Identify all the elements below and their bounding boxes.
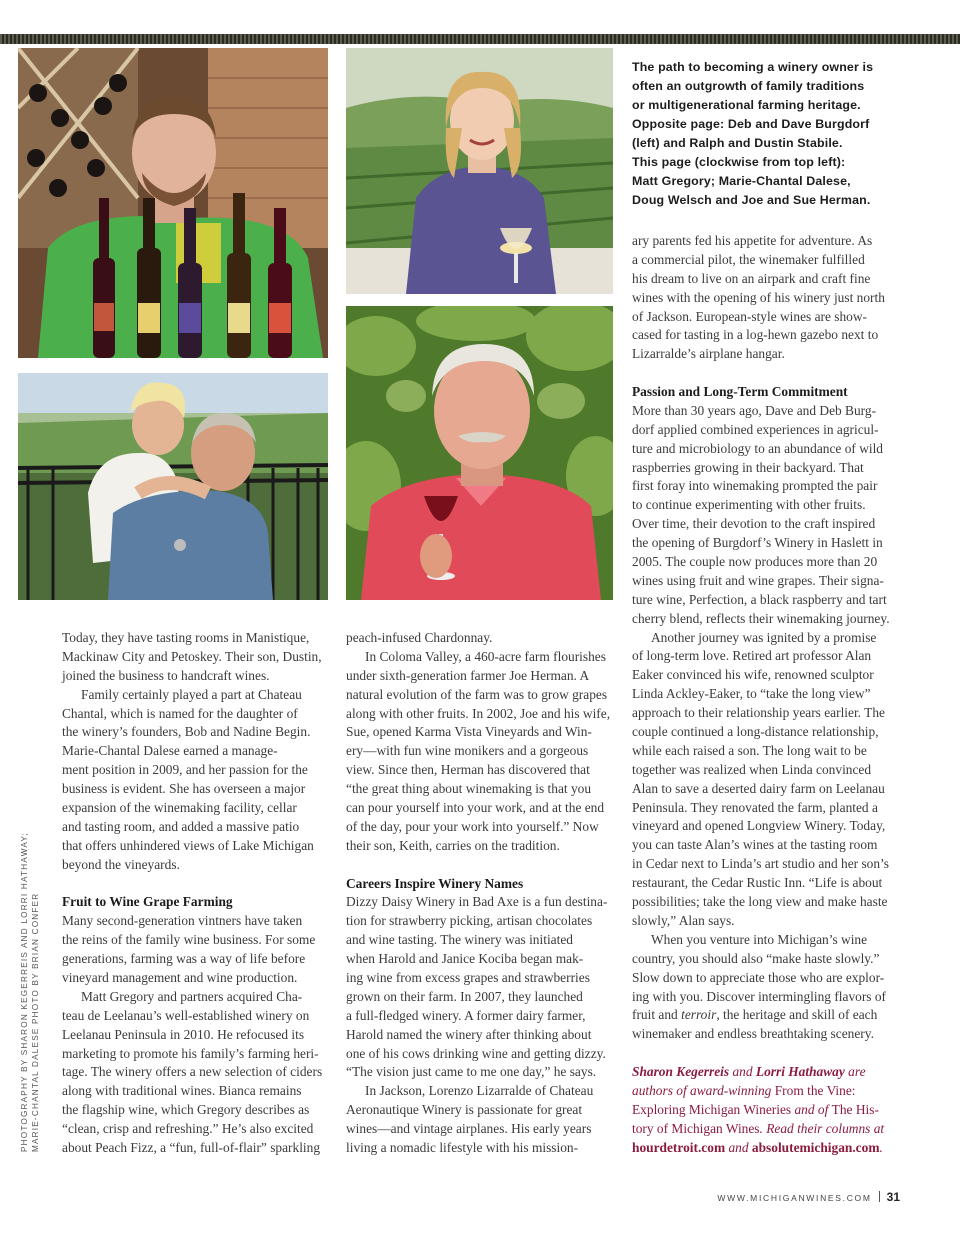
article-column-1 — [62, 629, 332, 1158]
text-run: . — [879, 1139, 883, 1155]
body-line: of long-term love. Retired art professor Alan — [632, 648, 872, 664]
body-line: “The vision just came to me one day,” he says. — [346, 1064, 597, 1080]
author-name: Sharon Kegerreis — [632, 1064, 730, 1080]
subheading-fruit-to-wine: Fruit to Wine Grape Farming — [62, 894, 233, 910]
text-run: fruit and — [632, 1007, 682, 1023]
body-line: More than 30 years ago, Dave and Deb Burg- — [632, 402, 877, 418]
caption-line: Opposite page: Deb and Dave Burgdorf — [632, 117, 870, 131]
text-run: and — [725, 1139, 752, 1155]
body-line: 2005. The couple now produces more than 20 — [632, 554, 878, 570]
body-line: country, you should also “make haste slowly.” — [632, 950, 880, 966]
body-line: wines using fruit and wine grapes. Their signa- — [632, 572, 884, 588]
body-line: you can taste Alan’s wines at the tasting room — [632, 837, 878, 853]
body-line: ment position in 2009, and her passion for the — [62, 762, 308, 778]
author-bio-line — [632, 1120, 907, 1139]
body-line: along with traditional wines. Bianca remains — [62, 1083, 302, 1099]
subheading-passion-commitment: Passion and Long-Term Commitment — [632, 384, 848, 399]
body-line: Dizzy Daisy Winery in Bad Axe is a fun destina- — [346, 894, 608, 910]
photo-marie-chantal-dalese-image — [346, 48, 613, 294]
body-line: vineyard and opened Longview Winery. Today, — [632, 818, 886, 834]
caption-line: Doug Welsch and Joe and Sue Herman. — [632, 193, 871, 207]
book-title: Exploring Michigan Wineries — [632, 1101, 792, 1117]
body-line: vineyard management and wine production. — [62, 970, 298, 986]
text-run: , the heritage and skill of each — [716, 1007, 878, 1023]
body-line: wines—and vintage airplanes. His early years — [346, 1121, 592, 1137]
footer-divider — [879, 1191, 880, 1202]
footer-url: WWW.MICHIGANWINES.COM — [717, 1193, 872, 1203]
body-line: In Jackson, Lorenzo Lizarralde of Chateau — [365, 1083, 594, 1099]
body-line — [632, 1006, 907, 1025]
body-line: ery—with fun wine monikers and a gorgeous — [346, 743, 589, 759]
text-run: are — [844, 1064, 866, 1080]
website-link[interactable]: hourdetroit.com — [632, 1139, 726, 1155]
paragraph-gap — [632, 1044, 907, 1063]
body-line: a commercial pilot, the winemaker fulfilled — [632, 251, 865, 267]
body-line: tion for strawberry picking, artisan chocolates — [346, 913, 593, 929]
body-line: Chantal, which is named for the daughter of — [62, 705, 298, 721]
body-line: Eaker convinced his wife, renowned sculptor — [632, 667, 874, 683]
body-line: cased for tasting in a log-hewn gazebo next to — [632, 327, 879, 343]
body-line: marketing to promote his family’s farming heri- — [62, 1045, 319, 1061]
top-decorative-border — [0, 34, 960, 44]
body-line: Marie-Chantal Dalese earned a manage- — [62, 743, 278, 759]
body-line: of the day, pour your work into yourself.” Now — [346, 818, 599, 834]
paragraph-gap — [62, 875, 332, 894]
body-line: his dream to live on an airpark and craft fine — [632, 270, 871, 286]
photo-joe-and-sue-herman — [18, 373, 328, 600]
body-line: that offers unhindered views of Lake Michigan — [62, 837, 314, 853]
book-title: The His- — [831, 1101, 879, 1117]
text-run: and of — [791, 1101, 832, 1117]
body-line: generations, farming was a way of life before — [62, 951, 306, 967]
body-line: under sixth-generation farmer Joe Herman. A — [346, 667, 590, 683]
body-line: Lizarralde’s airplane hangar. — [632, 346, 785, 362]
page-footer — [700, 1188, 900, 1206]
body-line: grown on their farm. In 2007, they launched — [346, 988, 583, 1004]
credit-line: MARIE-CHANTAL DALESE PHOTO BY BRIAN CONFER — [30, 892, 40, 1152]
body-line: restaurant, the Cedar Rustic Inn. “Life is about — [632, 875, 883, 891]
body-line: ary parents fed his appetite for adventure. As — [632, 233, 873, 248]
article-column-3-top — [632, 232, 907, 364]
body-line: expansion of the winemaking facility, cellar — [62, 800, 297, 816]
body-line: approach to their relationship years earlier. The — [632, 705, 885, 721]
article-column-3 — [632, 383, 907, 1158]
author-bio-line — [632, 1139, 907, 1158]
body-line: natural evolution of the farm was to grow grapes — [346, 686, 608, 702]
photo-doug-welsch — [346, 306, 613, 600]
caption-line: often an outgrowth of family traditions — [632, 79, 865, 93]
body-line: Alan to save a deserted dairy farm on Leelanau — [632, 780, 885, 796]
body-line: Many second-generation vintners have taken — [62, 913, 303, 929]
article-column-2 — [346, 629, 618, 1158]
text-run: . Read their columns at — [759, 1120, 885, 1136]
body-line: ture wine, Perfection, a black raspberry and tart — [632, 591, 887, 607]
body-line: Harold named the winery after thinking about — [346, 1026, 592, 1042]
author-bio-line — [632, 1082, 907, 1101]
body-line: In Coloma Valley, a 460-acre farm flourishes — [365, 648, 606, 664]
italic-terroir: terroir — [681, 1007, 717, 1023]
body-line: Slow down to appreciate those who are explor- — [632, 969, 885, 985]
body-line: in Cedar next to Linda’s art studio and her son’s — [632, 856, 889, 872]
caption-line: or multigenerational farming heritage. — [632, 98, 861, 112]
body-line: and wine tasting. The winery was initiated — [346, 932, 573, 948]
body-line: the opening of Burgdorf’s Winery in Haslett in — [632, 535, 883, 551]
body-line: first foray into winemaking prompted the pair — [632, 478, 878, 494]
body-line: the winery’s founders, Bob and Nadine Begin. — [62, 724, 311, 740]
body-line: Linda Ackley-Eaker, to “take the long view” — [632, 686, 871, 702]
body-line: while each raised a son. The long wait to be — [632, 742, 867, 758]
photo-matt-gregory — [18, 48, 328, 358]
body-line: the flagship wine, which Gregory describes as — [62, 1102, 310, 1118]
text-run: authors of award-winning — [632, 1082, 775, 1098]
website-link[interactable]: absolutemichigan.com — [751, 1139, 880, 1155]
body-line: slowly,” Alan says. — [632, 912, 735, 928]
body-line: peach-infused Chardonnay. — [346, 630, 493, 645]
body-line: ing with you. Discover intermingling flavors of — [632, 988, 887, 1004]
body-line: Matt Gregory and partners acquired Cha- — [81, 988, 303, 1004]
paragraph-gap — [346, 856, 618, 875]
caption-line: (left) and Ralph and Dustin Stabile. — [632, 136, 843, 150]
body-line: couple continued a long-distance relationship, — [632, 724, 879, 740]
photo-matt-gregory-image — [18, 48, 328, 358]
photo-joe-and-sue-herman-image — [18, 373, 328, 600]
photo-credit — [20, 832, 41, 1152]
body-line: living a nomadic lifestyle with his mission- — [346, 1140, 579, 1156]
body-line: their son, Keith, carries on the tradition. — [346, 837, 560, 853]
body-line: Family certainly played a part at Chateau — [81, 686, 302, 702]
body-line: view. Since then, Herman has discovered that — [346, 762, 590, 778]
body-line: winemaker and endless breathtaking scenery. — [632, 1026, 874, 1042]
author-name: Lorri Hathaway — [755, 1064, 845, 1080]
body-line: Sue, opened Karma Vista Vineyards and Win- — [346, 724, 592, 740]
body-line: can pour yourself into your work, and at the end — [346, 800, 605, 816]
subheading-careers-inspire: Careers Inspire Winery Names — [346, 875, 524, 891]
caption-line: Matt Gregory; Marie-Chantal Dalese, — [632, 174, 851, 188]
body-line: ing wine from excess grapes and strawberries — [346, 970, 590, 986]
photo-doug-welsch-image — [346, 306, 613, 600]
body-line: along with other fruits. In 2002, Joe and his wife, — [346, 705, 611, 721]
photo-marie-chantal-dalese — [346, 48, 613, 294]
body-line: cherry blend, reflects their winemaking journey. — [632, 610, 890, 626]
body-line: together was realized when Linda convinced — [632, 761, 872, 777]
body-line: business is evident. She has overseen a major — [62, 781, 306, 797]
photo-caption — [632, 58, 932, 210]
body-line: Over time, their devotion to the craft inspired — [632, 516, 876, 532]
body-line: When you venture into Michigan’s wine — [651, 931, 868, 947]
body-line: Leelanau Peninsula in 2010. He refocused its — [62, 1026, 305, 1042]
book-title: From the Vine: — [774, 1082, 856, 1098]
body-line: Aeronautique Winery is passionate for great — [346, 1102, 583, 1118]
caption-line: This page (clockwise from top left): — [632, 155, 846, 169]
body-line: Mackinaw City and Petoskey. Their son, Dustin, — [62, 648, 322, 664]
body-line: wines with the opening of his winery just north — [632, 289, 885, 305]
body-line: raspberries growing in their backyard. That — [632, 459, 864, 475]
body-line: of Jackson. European-style wines are show- — [632, 308, 868, 324]
body-line: when Harold and Janice Kociba began mak- — [346, 951, 584, 967]
body-line: Another journey was ignited by a promise — [651, 629, 877, 645]
body-line: “clean, crisp and refreshing.” He’s also excited — [62, 1121, 314, 1137]
caption-line: The path to becoming a winery owner is — [632, 60, 874, 74]
body-line: about Peach Fizz, a “fun, full-of-flair” sparkling — [62, 1140, 321, 1156]
body-line: “the great thing about winemaking is that you — [346, 781, 592, 797]
body-line: teau de Leelanau’s well-established winery on — [62, 1007, 310, 1023]
body-line: possibilities; take the long view and make haste — [632, 894, 888, 910]
author-bio-line — [632, 1101, 907, 1120]
body-line: beyond the vineyards. — [62, 856, 180, 872]
book-title: tory of Michigan Wines — [632, 1120, 760, 1136]
text-run: and — [729, 1064, 756, 1080]
body-line: a full-fledged winery. A former dairy farmer, — [346, 1007, 586, 1023]
body-line: and tasting room, and added a massive patio — [62, 818, 300, 834]
body-line: tage. The winery offers a new selection of ciders — [62, 1064, 323, 1080]
author-bio-line — [632, 1063, 907, 1082]
body-line: dorf applied combined experiences in agricul- — [632, 421, 879, 437]
body-line: to continue experimenting with other fruits. — [632, 497, 866, 513]
credit-line: PHOTOGRAPHY BY SHARON KEGERREIS AND LORRI HATHAWAY; — [20, 832, 29, 1152]
body-line: the reins of the family wine business. For some — [62, 932, 316, 948]
body-line: joined the business to handcraft wines. — [62, 667, 270, 683]
body-line: Peninsula. They renovated the farm, planted a — [632, 799, 878, 815]
page-number: 31 — [886, 1190, 900, 1204]
body-line: ture and microbiology to an abundance of wild — [632, 440, 884, 456]
body-line: Today, they have tasting rooms in Manistique, — [62, 630, 310, 645]
body-line: one of his cows drinking wine and getting dizzy. — [346, 1045, 606, 1061]
